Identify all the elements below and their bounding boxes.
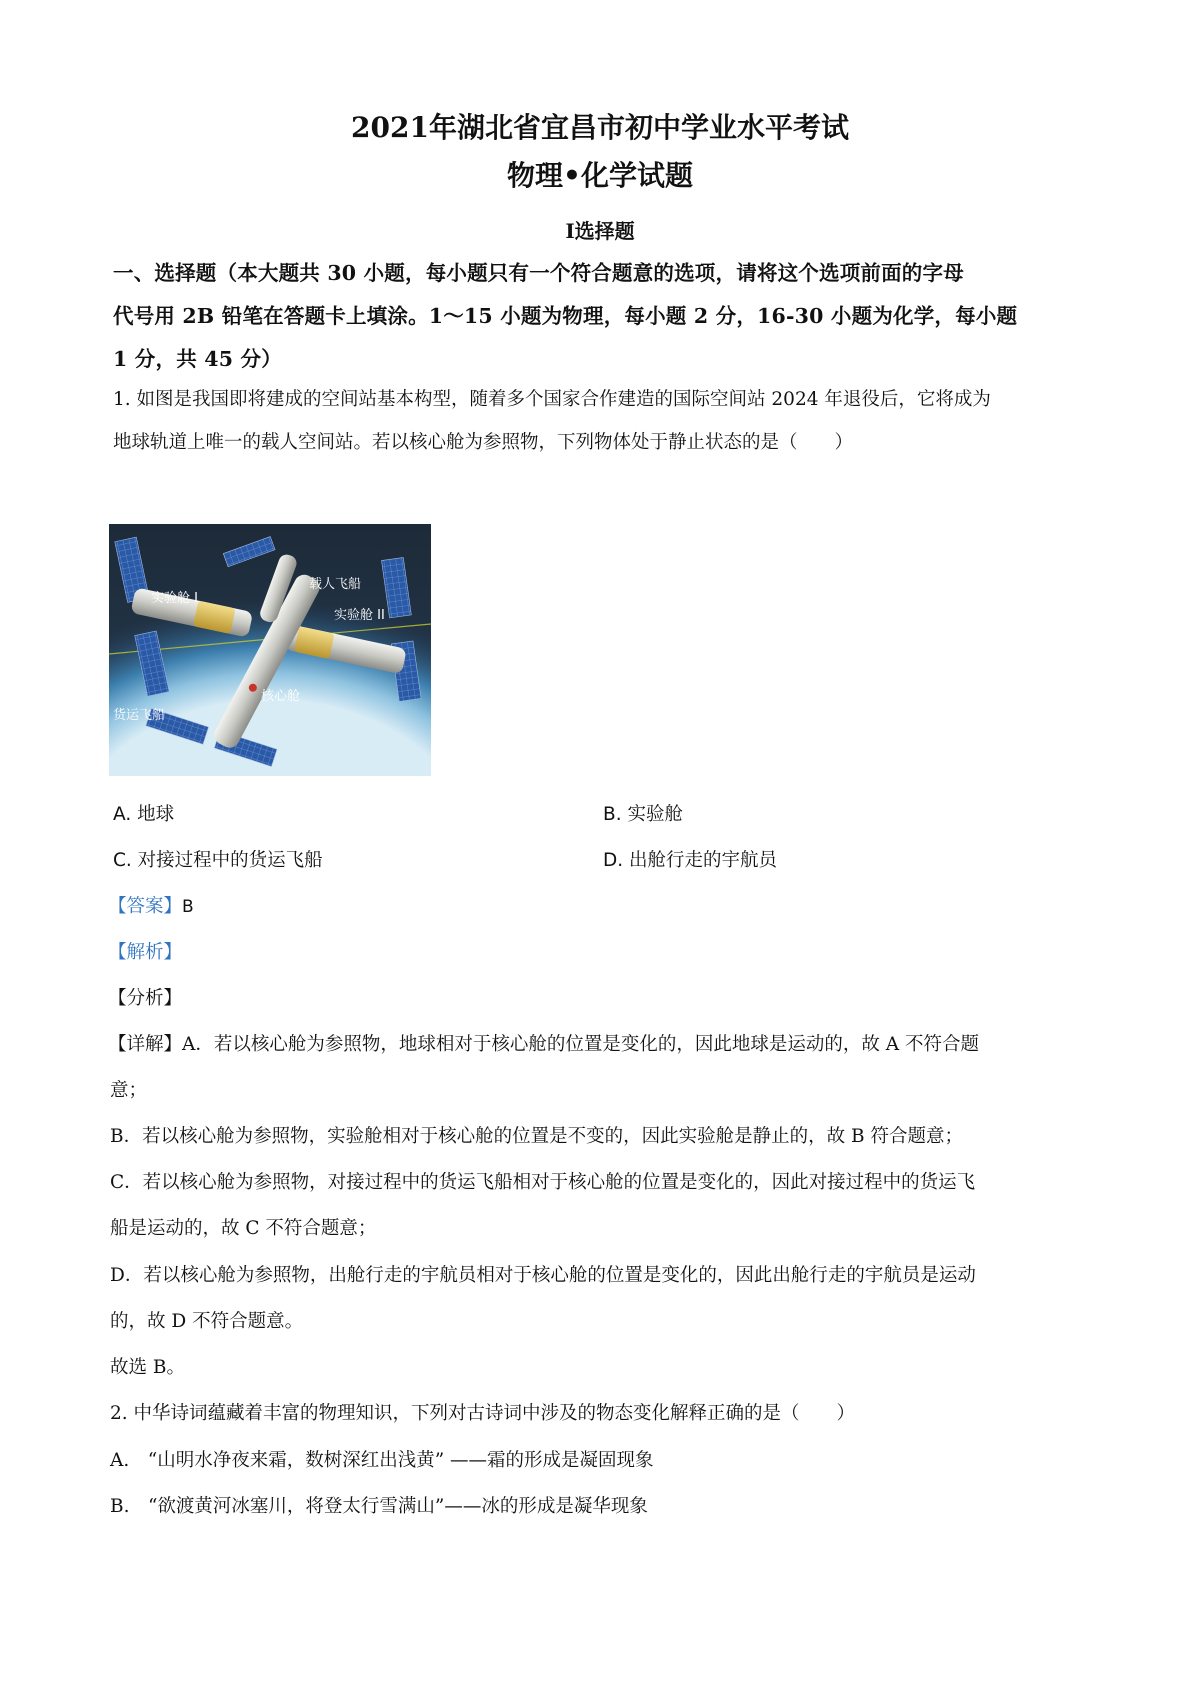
q1-option-a: A. 地球 (113, 804, 175, 825)
analysis-tag: 【解析】 (108, 942, 183, 963)
instructions-line2: 代号用 2B 铅笔在答题卡上填涂。1～15 小题为物理，每小题 2 分，16-30 小题为化学，每小题 (113, 304, 1018, 328)
space-station-illustration (109, 524, 431, 776)
instructions-line3: 1 分，共 45 分） (113, 347, 282, 371)
exam-subtitle: 物理•化学试题 (507, 159, 693, 192)
q1-stem-line2: 地球轨道上唯一的载人空间站。若以核心舱为参照物，下列物体处于静止状态的是（ ） (113, 432, 854, 453)
space-station-figure (109, 524, 431, 776)
q2-option-a: A. “山明水净夜来霜，数树深红出浅黄” ——霜的形成是凝固现象 (110, 1450, 654, 1471)
answer-tag: 【答案】 (108, 896, 183, 917)
q2-stem: 2. 中华诗词蕴藏着丰富的物理知识，下列对古诗词中涉及的物态变化解释正确的是（ ） (110, 1403, 856, 1424)
label-lab1: 实验舱 I (151, 591, 198, 606)
detail-line3: B．若以核心舱为参照物，实验舱相对于核心舱的位置是不变的，因此实验舱是静止的，故 B 符合题意； (110, 1126, 963, 1147)
q1-option-b: B. 实验舱 (603, 804, 683, 825)
detail-line6: D．若以核心舱为参照物，出舱行走的宇航员相对于核心舱的位置是变化的，因此出舱行走的宇航员是运动 (110, 1265, 976, 1286)
detail-line4: C．若以核心舱为参照物，对接过程中的货运飞船相对于核心舱的位置是变化的，因此对接过程中的货运飞 (110, 1172, 976, 1193)
q2-option-b: B. “欲渡黄河冰塞川，将登太行雪满山”——冰的形成是凝华现象 (110, 1496, 648, 1517)
exam-title: 2021年湖北省宜昌市初中学业水平考试 (351, 111, 849, 144)
label-crew-ship: 载人飞船 (309, 577, 362, 592)
q1-option-d: D. 出舱行走的宇航员 (603, 850, 778, 871)
answer-value: B (182, 897, 194, 917)
detail-line5: 船是运动的，故 C 不符合题意； (110, 1218, 377, 1239)
q1-conclusion: 故选 B。 (110, 1357, 185, 1378)
section-heading: I选择题 (565, 219, 635, 243)
q1-answer (108, 892, 194, 918)
label-lab2: 实验舱 II (334, 608, 385, 623)
fenxi-tag: 【分析】 (108, 988, 183, 1009)
label-core-module: 核心舱 (261, 689, 301, 704)
detail-line2: 意； (110, 1080, 148, 1101)
q1-option-c: C. 对接过程中的货运飞船 (113, 850, 323, 871)
detail-line7: 的，故 D 不符合题意。 (110, 1311, 304, 1332)
label-cargo-ship: 货运飞船 (113, 708, 166, 723)
q1-stem-line1: 1. 如图是我国即将建成的空间站基本构型，随着多个国家合作建造的国际空间站 2024 年退役后，它将成为 (113, 389, 991, 410)
detail-line1: 【详解】A．若以核心舱为参照物，地球相对于核心舱的位置是变化的，因此地球是运动的，故 A 不符合题 (108, 1034, 979, 1055)
instructions-line1: 一、选择题（本大题共 30 小题，每小题只有一个符合题意的选项，请将这个选项前面的字母 (113, 261, 964, 285)
